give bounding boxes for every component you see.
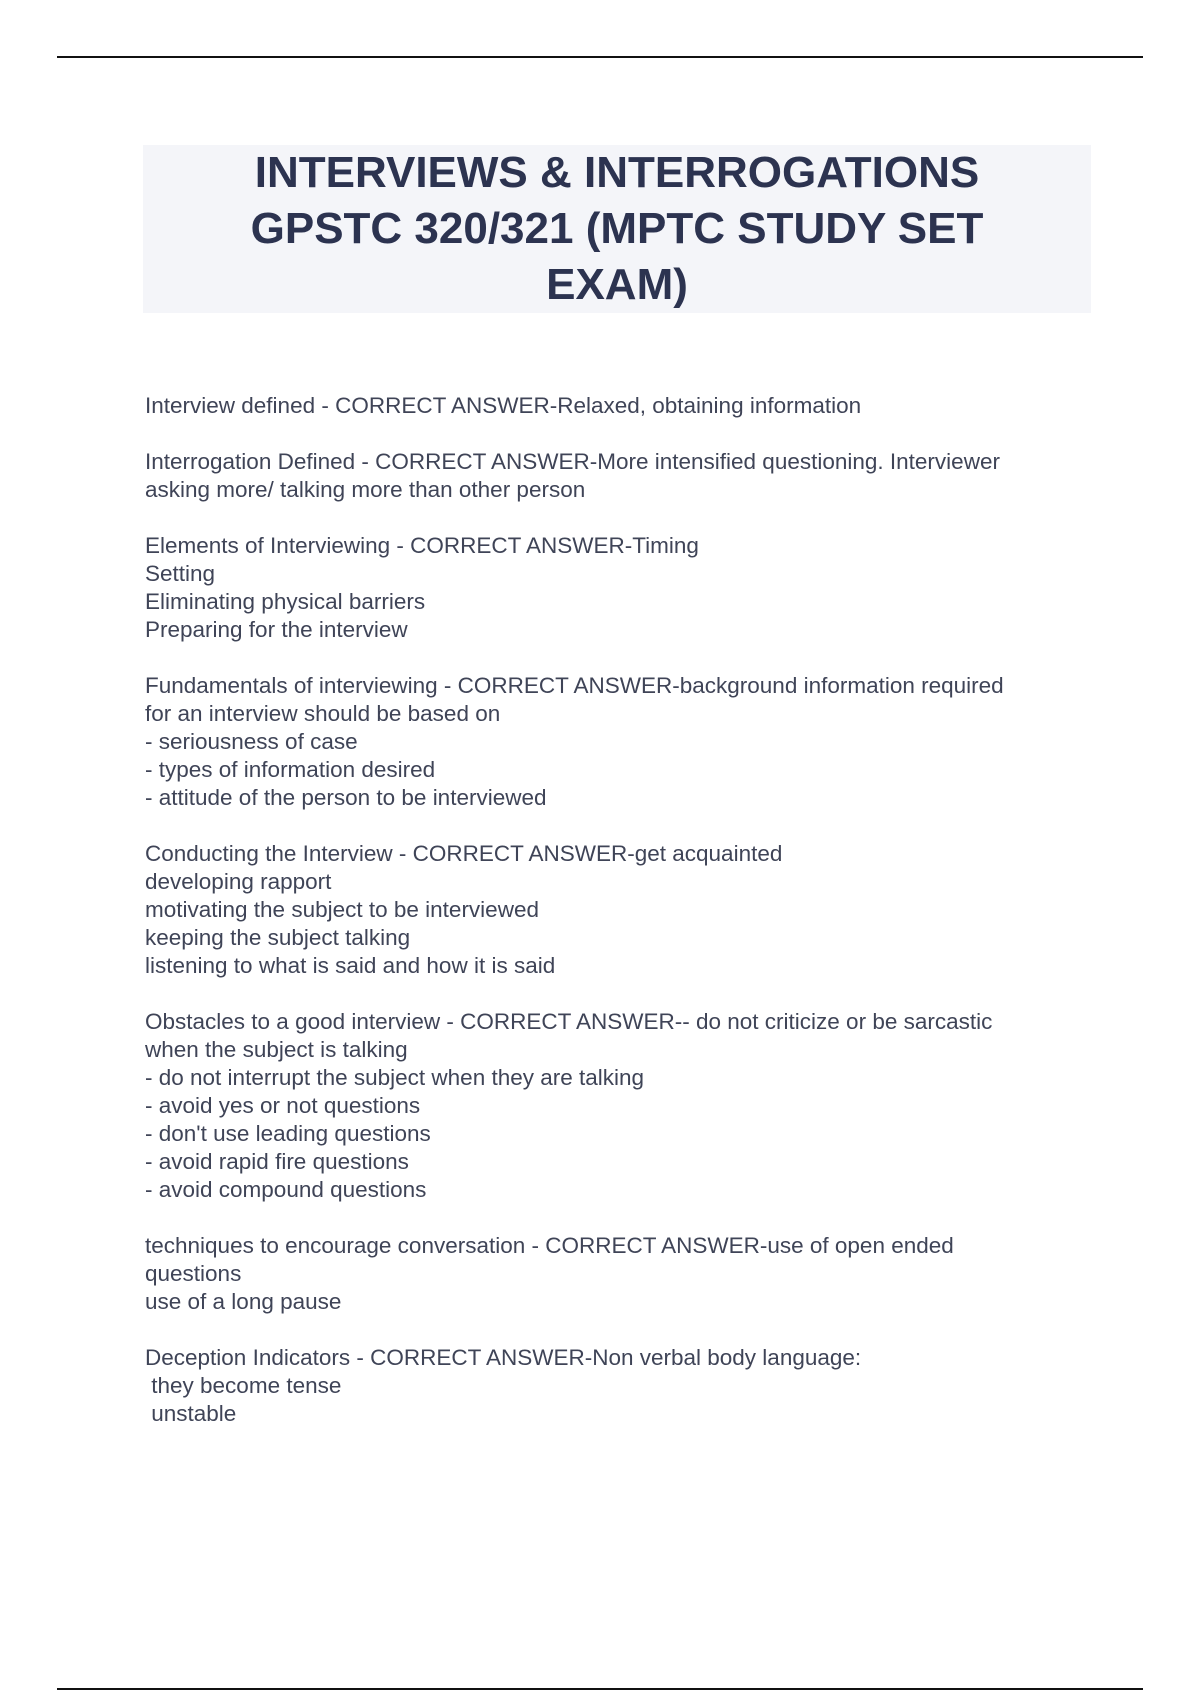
entry-line: Interrogation Defined - CORRECT ANSWER-More intensified questioning. Interviewer: [145, 449, 1000, 474]
document-title: INTERVIEWS & INTERROGATIONS GPSTC 320/321 (MPTC STUDY SET EXAM): [250, 148, 984, 309]
entry-line: motivating the subject to be interviewed: [145, 897, 539, 922]
entry-line: when the subject is talking: [145, 1037, 408, 1062]
entry-line: Eliminating physical barriers: [145, 589, 426, 614]
entry-line: Elements of Interviewing - CORRECT ANSWER-Timing: [145, 533, 699, 558]
entry-line: unstable: [145, 1401, 237, 1426]
entry-line: questions: [145, 1261, 242, 1286]
qa-entry-interrogation-defined: [145, 448, 1085, 504]
entry-line: - attitude of the person to be interviewed: [145, 785, 547, 810]
bottom-rule: [57, 1688, 1143, 1690]
top-rule: [57, 56, 1143, 58]
entry-line: they become tense: [145, 1373, 342, 1398]
document-body: [145, 392, 1085, 1456]
entry-line: - avoid rapid fire questions: [145, 1149, 409, 1174]
entry-line: listening to what is said and how it is said: [145, 953, 556, 978]
qa-entry-techniques-to-encourage-conversation: [145, 1232, 1085, 1316]
entry-line: Conducting the Interview - CORRECT ANSWER-get acquainted: [145, 841, 783, 866]
entry-line: keeping the subject talking: [145, 925, 411, 950]
entry-line: - don't use leading questions: [145, 1121, 431, 1146]
entry-line: Setting: [145, 561, 216, 586]
entry-line: - seriousness of case: [145, 729, 358, 754]
entry-line: Fundamentals of interviewing - CORRECT ANSWER-background information required: [145, 673, 1004, 698]
qa-entry-elements-of-interviewing: [145, 532, 1085, 644]
entry-line: techniques to encourage conversation - CORRECT ANSWER-use of open ended: [145, 1233, 954, 1258]
entry-line: Preparing for the interview: [145, 617, 408, 642]
qa-entry-interview-defined: [145, 392, 1085, 420]
entry-line: use of a long pause: [145, 1289, 342, 1314]
qa-entry-obstacles-to-good-interview: [145, 1008, 1085, 1204]
entry-line: - avoid compound questions: [145, 1177, 427, 1202]
entry-line: Interview defined - CORRECT ANSWER-Relaxed, obtaining information: [145, 393, 862, 418]
qa-entry-fundamentals-of-interviewing: [145, 672, 1085, 812]
entry-line: Obstacles to a good interview - CORRECT ANSWER-- do not criticize or be sarcastic: [145, 1009, 993, 1034]
qa-entry-conducting-the-interview: [145, 840, 1085, 980]
title-band: [143, 145, 1091, 313]
entry-line: - do not interrupt the subject when they are talking: [145, 1065, 645, 1090]
entry-line: for an interview should be based on: [145, 701, 501, 726]
entry-line: developing rapport: [145, 869, 332, 894]
qa-entry-deception-indicators: [145, 1344, 1085, 1428]
entry-line: - types of information desired: [145, 757, 436, 782]
entry-line: asking more/ talking more than other person: [145, 477, 586, 502]
entry-line: - avoid yes or not questions: [145, 1093, 421, 1118]
entry-line: Deception Indicators - CORRECT ANSWER-Non verbal body language:: [145, 1345, 862, 1370]
